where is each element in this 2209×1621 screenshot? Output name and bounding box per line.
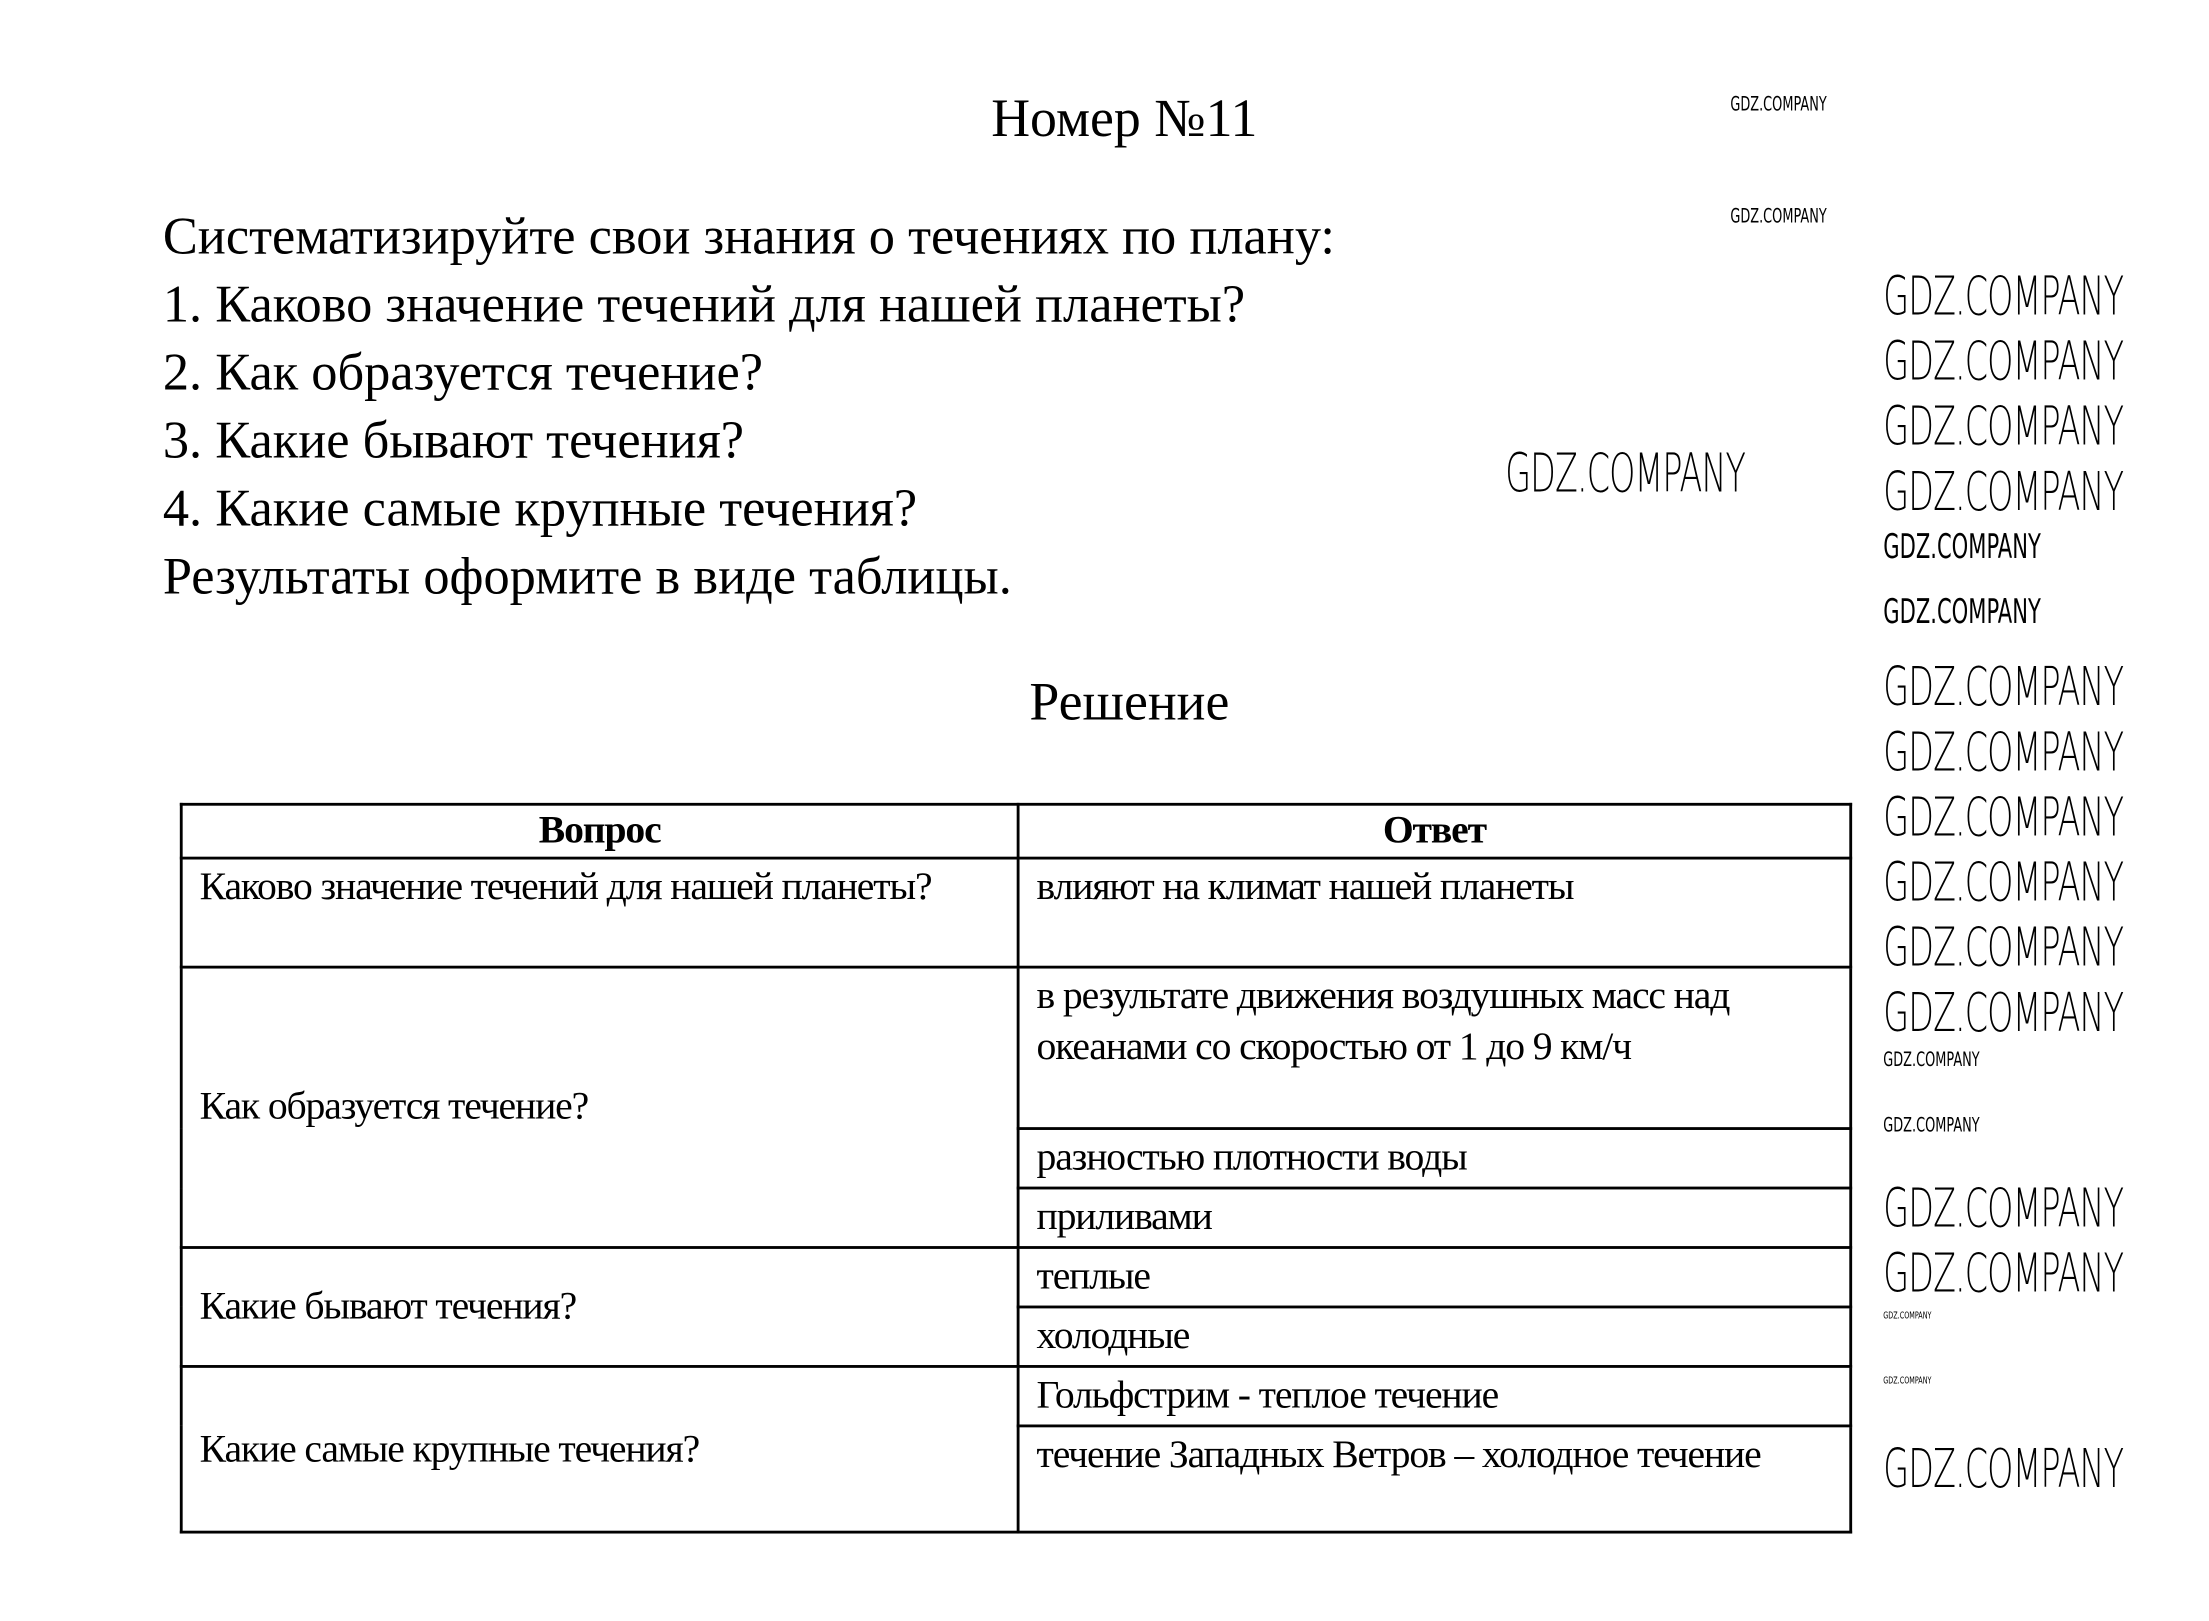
- watermark: GDZ.COMPANY: [1883, 1114, 1980, 1138]
- header-question: Вопрос: [181, 804, 1018, 858]
- watermark: GDZ.COMPANY: [1730, 205, 1827, 228]
- table-row: [181, 1366, 1850, 1425]
- watermark: GDZ.COMPANY: [1883, 1437, 2124, 1500]
- watermark: GDZ.COMPANY: [1883, 720, 2124, 784]
- watermark: GDZ.COMPANY: [1883, 526, 2041, 567]
- answer-cell: приливами: [1018, 1188, 1851, 1247]
- answer-table: [180, 803, 1852, 1534]
- watermark: GDZ.COMPANY: [1883, 1176, 2124, 1239]
- answer-cell: теплые: [1018, 1247, 1851, 1306]
- task-item-4: 4. Какие самые крупные течения?: [162, 480, 918, 539]
- watermark: GDZ.COMPANY: [1883, 1241, 2124, 1305]
- question-cell: Какие самые крупные течения?: [181, 1366, 1018, 1532]
- watermark: GDZ.COMPANY: [1883, 785, 2124, 849]
- watermark: GDZ.COMPANY: [1883, 329, 2124, 393]
- watermark: GDZ.COMPANY: [1883, 655, 2124, 718]
- watermark: GDZ.COMPANY: [1883, 851, 2124, 914]
- answer-cell: Гольфстрим - теплое течение: [1018, 1366, 1851, 1425]
- answer-cell: в результате движения воздушных масс над океанами со скоростью от 1 до 9 км/ч: [1018, 967, 1851, 1128]
- page-title: Номер №11: [991, 89, 1258, 149]
- table-row: [181, 967, 1850, 1128]
- answer-cell: течение Западных Ветров – холодное течение: [1018, 1426, 1851, 1532]
- question-cell: Как образуется течение?: [181, 967, 1018, 1247]
- question-cell: Каково значение течений для нашей планеты?: [181, 858, 1018, 967]
- table-row: [181, 858, 1850, 967]
- watermark: GDZ.COMPANY: [1883, 1374, 1932, 1387]
- watermark: GDZ.COMPANY: [1883, 591, 2041, 632]
- answer-cell: холодные: [1018, 1307, 1851, 1366]
- table-row: [181, 1247, 1850, 1306]
- watermark: GDZ.COMPANY: [1883, 460, 2124, 523]
- watermark: GDZ.COMPANY: [1883, 1049, 1980, 1072]
- task-intro: Систематизируйте свои знания о течениях по плану:: [162, 208, 1335, 267]
- watermark: GDZ.COMPANY: [1883, 916, 2124, 979]
- task-outro: Результаты оформите в виде таблицы.: [162, 547, 1012, 607]
- watermark: GDZ.COMPANY: [1883, 264, 2124, 328]
- watermark: GDZ.COMPANY: [1883, 395, 2124, 458]
- watermark: GDZ.COMPANY: [1505, 441, 1746, 505]
- question-cell: Какие бывают течения?: [181, 1247, 1018, 1366]
- answer-cell: разностью плотности воды: [1018, 1129, 1851, 1188]
- answer-cell: влияют на климат нашей планеты: [1018, 858, 1851, 967]
- solution-title: Решение: [1029, 672, 1230, 733]
- watermark: GDZ.COMPANY: [1883, 1309, 1932, 1322]
- task-item-2: 2. Как образуется течение?: [162, 344, 763, 403]
- watermark: GDZ.COMPANY: [1730, 93, 1827, 117]
- task-item-3: 3. Какие бывают течения?: [162, 412, 745, 471]
- watermark: GDZ.COMPANY: [1883, 981, 2124, 1044]
- task-item-1: 1. Каково значение течений для нашей планеты?: [162, 276, 1246, 335]
- table-header-row: [181, 804, 1850, 858]
- header-answer: Ответ: [1018, 804, 1851, 858]
